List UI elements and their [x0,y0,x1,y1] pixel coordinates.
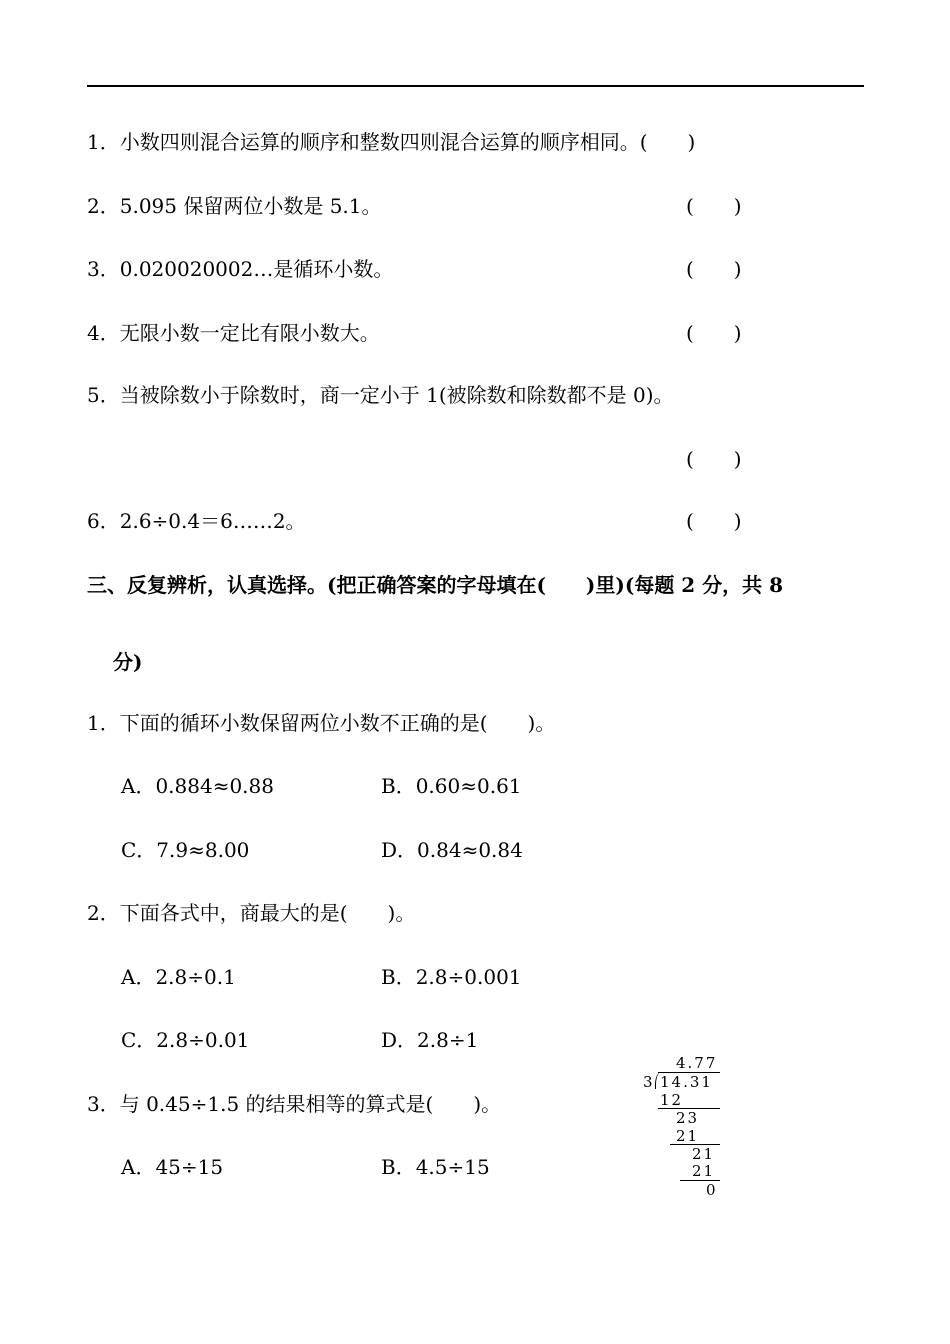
option-a[interactable]: A．0.884≈0.88 [121,774,274,798]
answer-paren[interactable]: ( ) [639,130,696,154]
final-remainder: 0 [706,1181,718,1199]
item-number: 1． [87,130,120,154]
item-number: 5． [87,383,120,407]
answer-paren[interactable]: ( ) [686,257,742,281]
divisor: 3 [643,1073,655,1091]
item-number: 4． [87,321,120,345]
option-b[interactable]: B．0.60≈0.61 [381,774,522,798]
long-division [640,1055,730,1205]
option-d[interactable]: D．0.84≈0.84 [381,838,523,862]
item-text: 无限小数一定比有限小数大。 [119,321,380,345]
option-c[interactable]: C．2.8÷0.01 [121,1028,250,1052]
section-heading: 三、反复辨析，认真选择。(把正确答案的字母填在( )里)(每题 2 分，共 8 [87,573,784,597]
option-b[interactable]: B．2.8÷0.001 [381,965,522,989]
item-number: 2． [87,194,120,218]
option-c[interactable]: C．7.9≈8.00 [121,838,250,862]
judge-item-4 [87,319,380,347]
item-text: 2.6÷0.4＝6……2。 [119,509,306,533]
option-b[interactable]: B．4.5÷15 [381,1155,490,1179]
judge-item-3 [87,255,393,283]
judge-item-5 [87,381,674,409]
item-text: 0.020020002…是循环小数。 [119,257,394,281]
item-text: 当被除数小于除数时，商一定小于 1(被除数和除数都不是 0)。 [119,383,674,407]
answer-paren[interactable]: ( ) [686,321,742,345]
judge-item-6 [87,507,306,535]
top-rule [87,85,864,87]
choice-question-3: 3．与 0.45÷1.5 的结果相等的算式是( )。 [87,1092,502,1116]
step-product: 21 [676,1127,700,1145]
judge-item-2 [87,192,382,220]
option-a[interactable]: A．45÷15 [121,1155,224,1179]
dividend: 14.31 [660,1073,713,1091]
answer-paren[interactable]: ( ) [686,194,742,218]
item-text: 小数四则混合运算的顺序和整数四则混合运算的顺序相同。 [119,130,640,154]
step-remainder: 23 [676,1109,700,1127]
item-number: 3． [87,257,120,281]
option-a[interactable]: A．2.8÷0.1 [121,965,236,989]
choice-question-1: 1．下面的循环小数保留两位小数不正确的是( )。 [87,711,556,735]
step-remainder: 21 [692,1145,716,1163]
item-text: 5.095 保留两位小数是 5.1。 [119,194,382,218]
step-product: 12 [660,1091,684,1109]
judge-item-1 [87,128,695,156]
choice-question-2: 2．下面各式中，商最大的是( )。 [87,901,416,925]
quotient: 4.77 [676,1054,718,1072]
item-number: 6． [87,509,120,533]
answer-paren[interactable]: ( ) [686,509,742,533]
section-heading-cont: 分) [113,650,143,674]
option-d[interactable]: D．2.8÷1 [381,1028,479,1052]
step-product: 21 [692,1162,716,1180]
answer-paren[interactable]: ( ) [686,447,742,471]
